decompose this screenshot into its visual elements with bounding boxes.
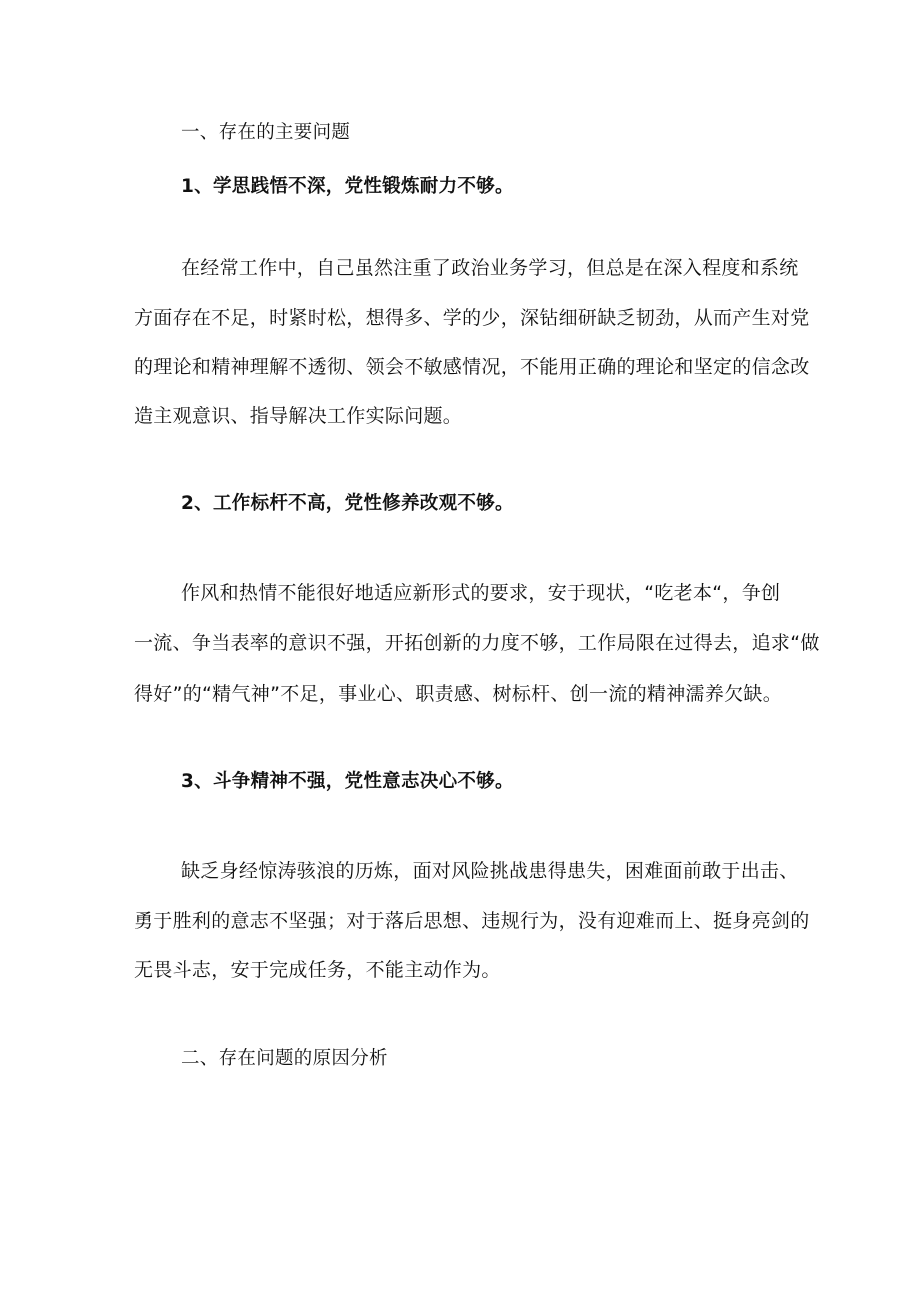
item-1-paragraph-line: 造主观意识、指导解决工作实际问题。 <box>134 405 463 427</box>
item-3-heading: 3、斗争精神不强，党性意志决心不够。 <box>181 771 514 792</box>
item-2-heading: 2、工作标杆不高，党性修养改观不够。 <box>181 493 514 514</box>
item-2-paragraph-line: 作风和热情不能很好地适应新形式的要求，安于现状，“吃老本“，争创 <box>181 582 781 604</box>
item-1-paragraph-line: 的理论和精神理解不透彻、领会不敏感情况，不能用正确的理论和坚定的信念改 <box>134 356 810 378</box>
item-1-paragraph-line: 方面存在不足，时紧时松，想得多、学的少，深钻细研缺乏韧劲，从而产生对党 <box>134 307 810 329</box>
item-1-heading: 1、学思践悟不深，党性锻炼耐力不够。 <box>181 176 514 197</box>
section-2-title: 二、存在问题的原因分析 <box>181 1048 388 1069</box>
item-3-paragraph-line: 勇于胜利的意志不坚强；对于落后思想、违规行为，没有迎难而上、挺身亮剑的 <box>134 910 810 932</box>
section-1-title: 一、存在的主要问题 <box>181 122 351 143</box>
item-2-paragraph-line: 得好”的“精气神”不足，事业心、职责感、树标杆、创一流的精神濡养欠缺。 <box>134 683 783 705</box>
item-1-paragraph-line: 在经常工作中，自己虽然注重了政治业务学习，但总是在深入程度和系统 <box>181 257 799 279</box>
item-2-paragraph-line: 一流、争当表率的意识不强，开拓创新的力度不够，工作局限在过得去，追求“做 <box>134 632 820 654</box>
item-3-paragraph-line: 缺乏身经惊涛骇浪的历炼，面对风险挑战患得患失，困难面前敢于出击、 <box>181 860 799 882</box>
item-3-paragraph-line: 无畏斗志，安于完成任务，不能主动作为。 <box>134 959 501 981</box>
